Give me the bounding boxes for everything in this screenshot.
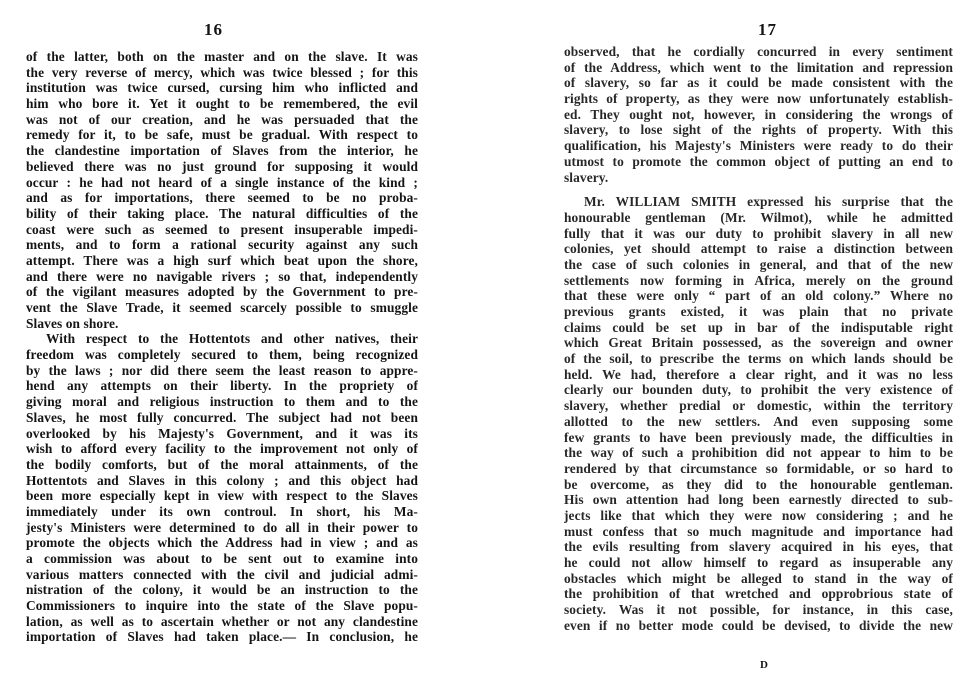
text-line: of the Address, which went to the limitation and repression xyxy=(564,59,953,75)
text-line: jesty's Ministers were determined to do all in their power to xyxy=(26,519,418,535)
text-line: claims could be set up in bar of the indisputable right xyxy=(564,319,953,335)
text-line: rendered by that circumstance so formidable, or so hard to xyxy=(564,460,953,476)
text-line: jects like that which they were now considering ; and he xyxy=(564,507,953,523)
page-number: 17 xyxy=(758,20,777,39)
text-line: attempt. There was a high surf which beat upon the shore, xyxy=(26,252,418,268)
text-line: was not of our creation, and he was persuaded that the xyxy=(26,111,418,127)
text-line: previous grants existed, it was plain that no private xyxy=(564,304,953,319)
text-line: of slavery, so far as it could be made consistent with the xyxy=(564,75,953,91)
text-line: observed, that he cordially concurred in every sentiment xyxy=(564,44,953,59)
text-line: qualification, his Majesty's Ministers were ready to do their xyxy=(564,138,953,154)
text-line: the way of such a prohibition did not appear to him to be xyxy=(564,445,953,461)
text-line: Slaves on shore. xyxy=(26,315,119,331)
text-line: be overcome, as they did to the honourable gentleman. xyxy=(564,476,953,492)
text-line: the very reverse of mercy, which was twice blessed ; for this xyxy=(26,64,418,80)
text-line: the bodily comforts, but of the moral attainments, of the xyxy=(26,456,418,472)
text-line: honourable gentleman (Mr. Wilmot), while he admitted xyxy=(564,209,953,225)
text-line: few grants to have been previously made, the difficulties in xyxy=(564,429,953,445)
text-line: promote the objects which the Address had in view ; and as xyxy=(26,535,418,551)
text-line: been more especially kept in view with respect to the Slaves xyxy=(26,488,418,504)
text-line: a commission was about to be sent out to examine into xyxy=(26,551,418,566)
text-line: held. We had, therefore a clear right, and it was no less xyxy=(564,366,953,382)
text-line: slavery, whether predial or domestic, within the territory xyxy=(564,398,953,414)
text-line: vent the Slave Trade, it seemed scarcely possible to smuggle xyxy=(26,300,418,315)
text-line: Hottentots and Slaves in this colony ; and this object had xyxy=(26,472,418,488)
text-line: the evils resulting from slavery acquired in his eyes, that xyxy=(564,539,953,555)
text-line: obstacles which might be alleged to stand in the way of xyxy=(564,570,953,586)
right-page xyxy=(490,0,980,690)
text-line: of the latter, both on the master and on the slave. It was xyxy=(26,49,418,64)
text-line: utmost to promote the common object of putting an end to xyxy=(564,153,953,169)
text-line: Commissioners to inquire into the state of the Slave popu- xyxy=(26,598,418,614)
text-line: that these were only “ part of an old colony.” Where no xyxy=(564,288,953,304)
left-page-text xyxy=(26,49,418,645)
text-line: and as for importations, there seemed to be no proba- xyxy=(26,190,418,206)
signature-mark: D xyxy=(760,659,768,671)
text-line: nistration of the colony, it would be an instruction to the xyxy=(26,582,418,598)
text-line: Slaves, he most fully concurred. The subject had not been xyxy=(26,409,418,425)
text-line: occur : he had not heard of a single instance of the kind ; xyxy=(26,174,418,190)
text-line: and there were no navigable rivers ; so that, independently xyxy=(26,268,418,284)
text-line: slavery. xyxy=(564,169,609,185)
text-line: various matters connected with the civil and judicial admi- xyxy=(26,566,418,582)
text-line: believed there was no just ground for supposing it would xyxy=(26,158,418,174)
right-page-text xyxy=(564,44,953,633)
text-line: With respect to the Hottentots and other natives, their xyxy=(46,331,418,347)
text-line: freedom was completely secured to them, being recognized xyxy=(26,347,418,363)
text-line: colonies, yet should attempt to raise a distinction between xyxy=(564,241,953,257)
text-line: giving moral and religious instruction to them and to the xyxy=(26,394,418,410)
page-number: 16 xyxy=(204,20,223,39)
text-line: the clandestine importation of Slaves from the interior, he xyxy=(26,143,418,159)
text-line: overlooked by his Majesty's Government, and it was its xyxy=(26,425,418,441)
text-line: society. Was it not possible, for instance, in this case, xyxy=(564,602,953,618)
text-line: fully that it was our duty to prohibit slavery in all new xyxy=(564,225,953,241)
text-line: hend any attempts on their liberty. In the propriety of xyxy=(26,378,418,394)
text-line: lation, as well as to ascertain whether or not any clandestine xyxy=(26,613,418,629)
text-line: of the soil, to prescribe the terms on which lands should be xyxy=(564,351,953,367)
text-line: the case of such colonies in general, and that of the new xyxy=(564,256,953,272)
text-line: the prohibition of that wretched and opprobrious state of xyxy=(564,586,953,602)
text-line: immediately under its own controul. In short, his Ma- xyxy=(26,503,418,519)
text-line: His own attention had long been earnestly directed to sub- xyxy=(564,492,953,508)
text-line: him who bore it. Yet it ought to be remembered, the evil xyxy=(26,96,418,112)
text-line: he could not allow himself to regard as insuperable any xyxy=(564,555,953,570)
text-line: slavery, to lose sight of the rights of property. With this xyxy=(564,122,953,138)
text-line: must confess that so much magnitude and importance had xyxy=(564,523,953,539)
text-line: ed. They ought not, however, in considering the wrongs of xyxy=(564,106,953,122)
text-line: allotted to the new settlers. And even supposing some xyxy=(564,413,953,429)
text-line: settlements now forming in Africa, merely on the ground xyxy=(564,272,953,288)
text-line: coast were such as seemed to present insuperable impedi- xyxy=(26,221,418,237)
text-line: remedy for it, to be safe, must be gradual. With respect to xyxy=(26,127,418,143)
text-line: institution was twice cursed, cursing him who inflicted and xyxy=(26,80,418,96)
text-line: even if no better mode could be devised, to divide the new xyxy=(564,617,953,633)
text-line: bility of their taking place. The natural difficulties of the xyxy=(26,205,418,221)
text-line: rights of property, as they were now unfortunately establish- xyxy=(564,91,953,107)
text-line: by the laws ; nor did there seem the least reason to appre- xyxy=(26,362,418,378)
text-line: ments, and to form a rational security against any such xyxy=(26,237,418,253)
text-line: importation of Slaves had taken place.— In conclusion, he xyxy=(26,629,418,645)
text-line: Mr. WILLIAM SMITH expressed his surprise that the xyxy=(584,194,953,210)
text-line: of the vigilant measures adopted by the Government to pre- xyxy=(26,284,418,300)
text-line: which Great Britain possessed, as the sovereign and owner xyxy=(564,335,953,351)
text-line: clearly our bounden duty, to prohibit the very existence of xyxy=(564,382,953,398)
text-line: wish to afford every facility to the improvement not only of xyxy=(26,441,418,457)
